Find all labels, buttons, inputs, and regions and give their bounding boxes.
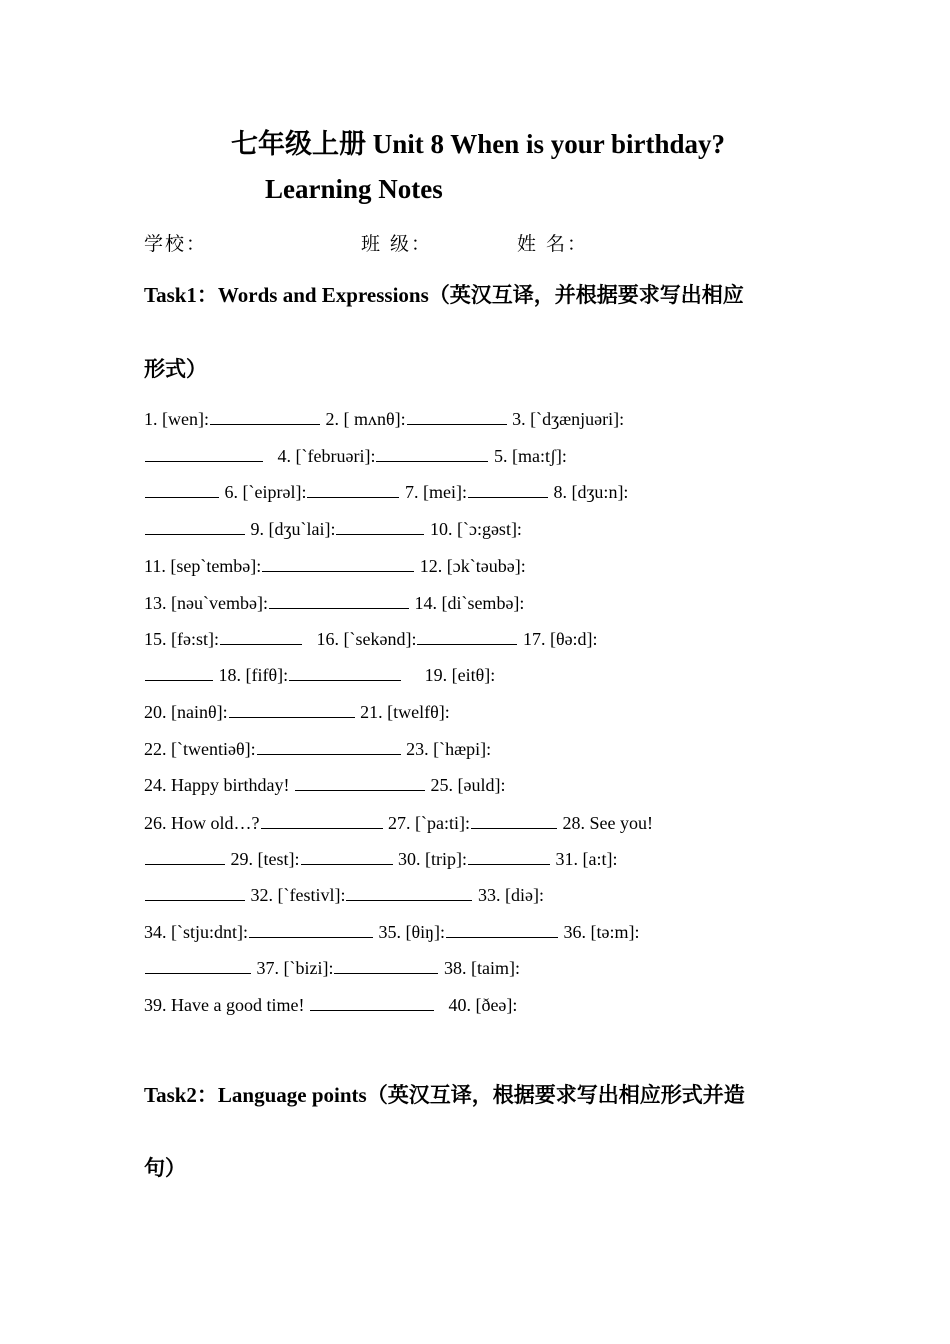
item-label: 40. [ðeə]:: [448, 995, 518, 1015]
answer-blank[interactable]: [145, 882, 245, 901]
answer-blank[interactable]: [407, 406, 507, 425]
answer-blank[interactable]: [145, 516, 245, 535]
exercise-line: [144, 443, 567, 467]
answer-blank[interactable]: [346, 882, 472, 901]
item-label: 10. [`ɔ:gəst]:: [429, 519, 522, 539]
exercise-line: [144, 662, 495, 686]
item-label: 19. [eitθ]:: [424, 665, 496, 685]
answer-blank[interactable]: [334, 955, 438, 974]
item-label: 35. [θiŋ]:: [378, 922, 446, 942]
item-label: 28. See you!: [562, 813, 653, 833]
item-label: 24. Happy birthday!: [144, 775, 290, 795]
exercise-line: [144, 919, 640, 943]
item-label: 9. [dʒu`lai]:: [250, 519, 336, 539]
answer-blank[interactable]: [310, 992, 434, 1011]
item-label: 37. [`bizi]:: [256, 958, 334, 978]
item-label: 20. [nainθ]:: [144, 702, 228, 722]
item-label: 38. [taim]:: [443, 958, 520, 978]
exercise-line: [144, 553, 526, 577]
answer-blank[interactable]: [471, 810, 557, 829]
answer-blank[interactable]: [269, 590, 409, 609]
task2-title: Task2：Language points（英汉互译，根据要求写出相应形式并造: [144, 1083, 745, 1107]
item-label: 15. [fə:st]:: [144, 629, 219, 649]
item-label: 29. [test]:: [230, 849, 300, 869]
item-label: 5. [ma:tʃ]:: [493, 446, 567, 466]
item-label: 31. [a:t]:: [555, 849, 618, 869]
answer-blank[interactable]: [376, 443, 488, 462]
item-label: 6. [`eiprəl]:: [224, 482, 307, 502]
answer-blank[interactable]: [417, 626, 517, 645]
item-label: 17. [θə:d]:: [522, 629, 598, 649]
exercise-line: [144, 882, 544, 906]
exercise-line: [144, 992, 517, 1016]
answer-blank[interactable]: [220, 626, 302, 645]
item-label: 3. [`dʒænjuəri]:: [512, 409, 625, 429]
item-label: 39. Have a good time!: [144, 995, 305, 1015]
item-label: 14. [di`sembə]:: [414, 593, 525, 613]
item-label: 23. [`hæpi]:: [406, 739, 492, 759]
item-label: 26. How old…?: [144, 813, 260, 833]
answer-blank[interactable]: [145, 443, 263, 462]
answer-blank[interactable]: [229, 699, 355, 718]
answer-blank[interactable]: [336, 516, 424, 535]
task2-title-cont: 句）: [144, 1156, 186, 1180]
item-label: 27. [`pa:ti]:: [388, 813, 470, 833]
exercise-line: [144, 810, 653, 834]
page-title: 七年级上册 Unit 8 When is your birthday?: [230, 129, 726, 159]
item-label: 7. [mei]:: [404, 482, 467, 502]
exercise-line: [144, 479, 628, 503]
answer-blank[interactable]: [145, 479, 219, 498]
item-label: 22. [`twentiəθ]:: [144, 739, 256, 759]
item-label: 2. [ mʌnθ]:: [325, 409, 406, 429]
class-label: 班 级：: [361, 233, 433, 255]
answer-blank[interactable]: [261, 810, 383, 829]
item-label: 11. [sep`tembə]:: [144, 556, 262, 576]
task1-title-cont: 形式）: [144, 357, 207, 381]
item-label: 30. [trip]:: [398, 849, 467, 869]
answer-blank[interactable]: [468, 479, 548, 498]
exercise-line: [144, 846, 617, 870]
exercise-line: [144, 772, 505, 796]
item-label: 16. [`sekənd]:: [316, 629, 417, 649]
item-label: 25. [əuld]:: [430, 775, 506, 795]
answer-blank[interactable]: [295, 772, 425, 791]
answer-blank[interactable]: [468, 846, 550, 865]
exercise-line: [144, 626, 598, 650]
item-label: 1. [wen]:: [144, 409, 209, 429]
answer-blank[interactable]: [145, 662, 213, 681]
answer-blank[interactable]: [257, 736, 401, 755]
page-subtitle: Learning Notes: [265, 174, 443, 204]
exercise-line: [144, 955, 520, 979]
exercise-line: [144, 590, 524, 614]
item-label: 12. [ɔk`təubə]:: [419, 556, 526, 576]
school-label: 学校：: [144, 233, 208, 255]
answer-blank[interactable]: [145, 846, 225, 865]
answer-blank[interactable]: [289, 662, 401, 681]
name-label: 姓 名：: [517, 233, 589, 255]
answer-blank[interactable]: [307, 479, 399, 498]
answer-blank[interactable]: [446, 919, 558, 938]
answer-blank[interactable]: [210, 406, 320, 425]
answer-blank[interactable]: [301, 846, 393, 865]
exercise-line: [144, 516, 522, 540]
item-label: 8. [dʒu:n]:: [553, 482, 629, 502]
exercise-line: [144, 699, 450, 723]
item-label: 34. [`stju:dnt]:: [144, 922, 248, 942]
item-label: 4. [`februəri]:: [277, 446, 376, 466]
item-label: 36. [tə:m]:: [563, 922, 640, 942]
item-label: 32. [`festivl]:: [250, 885, 346, 905]
exercise-line: [144, 736, 491, 760]
item-label: 21. [twelfθ]:: [360, 702, 450, 722]
item-label: 18. [fifθ]:: [218, 665, 289, 685]
answer-blank[interactable]: [145, 955, 251, 974]
exercise-line: [144, 406, 624, 430]
task1-title: Task1：Words and Expressions（英汉互译，并根据要求写出相应: [144, 283, 744, 307]
item-label: 13. [nəu`vembə]:: [144, 593, 268, 613]
item-label: 33. [diə]:: [477, 885, 544, 905]
answer-blank[interactable]: [262, 553, 414, 572]
answer-blank[interactable]: [249, 919, 373, 938]
